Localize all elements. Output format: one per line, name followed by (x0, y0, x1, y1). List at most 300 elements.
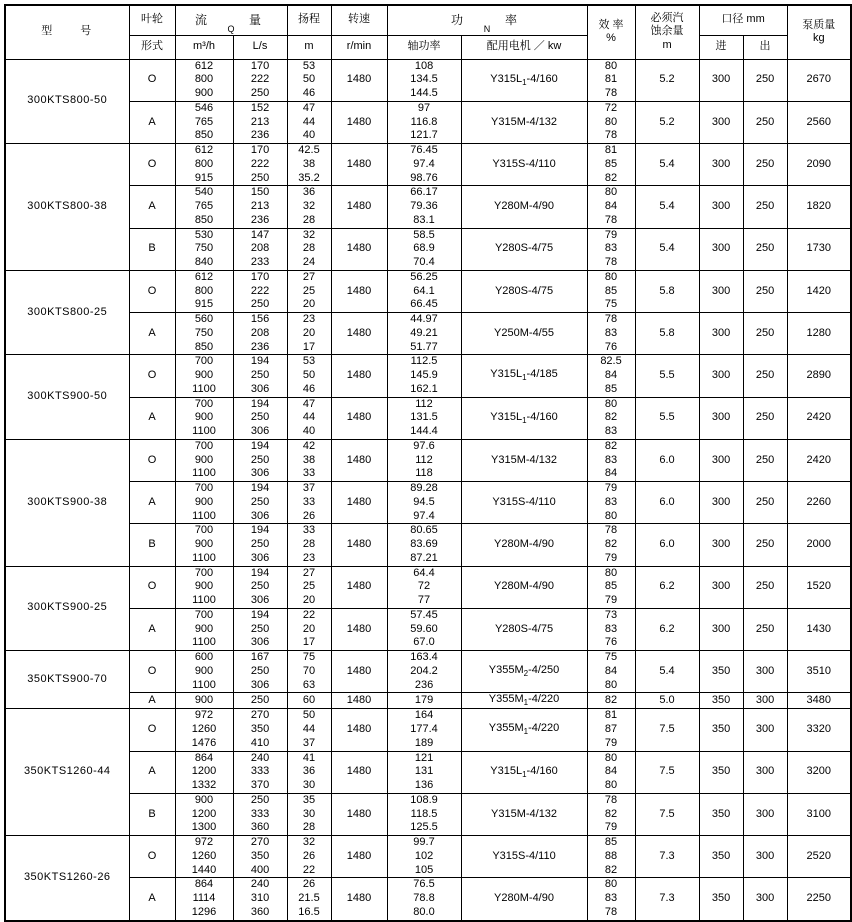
cell-mass: 2560 (787, 101, 851, 143)
table-row (5, 693, 851, 709)
header-efficiency-label: 效 率 (598, 18, 624, 31)
cell-motor: Y280S-4/75 (461, 270, 587, 312)
cell-bore-out: 250 (743, 566, 787, 608)
cell-efficiency: 80 85 75 (587, 270, 635, 312)
cell-flow-ls: 270 350 400 (233, 836, 287, 878)
header-flow (175, 5, 287, 35)
cell-mass: 3480 (787, 693, 851, 709)
cell-impeller-form: A (129, 482, 175, 524)
cell-npsh: 5.0 (635, 693, 699, 709)
cell-impeller-form: A (129, 397, 175, 439)
header-mass-label: 泵质量 (802, 18, 836, 31)
table-row (5, 709, 851, 751)
header-flow-title: 流 量 (195, 12, 268, 27)
header-mass (787, 5, 851, 59)
cell-efficiency: 80 81 78 (587, 59, 635, 101)
cell-efficiency: 80 85 79 (587, 566, 635, 608)
cell-mass: 1280 (787, 313, 851, 355)
cell-efficiency: 73 83 76 (587, 608, 635, 650)
cell-npsh: 5.5 (635, 355, 699, 397)
cell-flow-ls: 194 250 306 (233, 566, 287, 608)
cell-bore-in: 350 (699, 709, 743, 751)
header-bore-in: 进 (699, 35, 743, 59)
cell-flow-ls: 194 250 306 (233, 482, 287, 524)
cell-npsh: 7.3 (635, 878, 699, 921)
cell-bore-out: 300 (743, 793, 787, 835)
header-head-top: 扬程 (287, 5, 331, 35)
cell-shaft-power: 108 134.5 144.5 (387, 59, 461, 101)
cell-flow-ls: 270 350 410 (233, 709, 287, 751)
cell-shaft-power: 99.7 102 105 (387, 836, 461, 878)
header-mass-unit: kg (812, 32, 825, 45)
cell-speed: 1480 (331, 439, 387, 481)
cell-efficiency: 85 88 82 (587, 836, 635, 878)
cell-npsh: 5.2 (635, 59, 699, 101)
cell-bore-out: 300 (743, 878, 787, 921)
cell-impeller-form: O (129, 566, 175, 608)
cell-impeller-form: B (129, 524, 175, 566)
cell-npsh: 6.0 (635, 439, 699, 481)
cell-bore-in: 350 (699, 751, 743, 793)
cell-mass: 3510 (787, 651, 851, 693)
cell-shaft-power: 164 177.4 189 (387, 709, 461, 751)
table-header (5, 5, 851, 59)
header-bore-out: 出 (743, 35, 787, 59)
cell-speed: 1480 (331, 608, 387, 650)
cell-impeller-form: A (129, 693, 175, 709)
cell-bore-out: 300 (743, 836, 787, 878)
cell-bore-out: 250 (743, 524, 787, 566)
cell-shaft-power: 112.5 145.9 162.1 (387, 355, 461, 397)
cell-impeller-form: O (129, 59, 175, 101)
cell-speed: 1480 (331, 270, 387, 312)
cell-efficiency: 72 80 78 (587, 101, 635, 143)
cell-mass: 2420 (787, 439, 851, 481)
cell-speed: 1480 (331, 836, 387, 878)
cell-efficiency: 78 83 76 (587, 313, 635, 355)
cell-bore-in: 300 (699, 608, 743, 650)
table-row (5, 270, 851, 312)
cell-bore-out: 300 (743, 709, 787, 751)
cell-motor: $Y355M_2-4/250$ (461, 651, 587, 693)
cell-npsh: 7.3 (635, 836, 699, 878)
cell-shaft-power: 76.5 78.8 80.0 (387, 878, 461, 921)
cell-flow-ls: 250 333 360 (233, 793, 287, 835)
cell-bore-in: 350 (699, 878, 743, 921)
cell-head: 27 25 20 (287, 270, 331, 312)
cell-impeller-form: O (129, 709, 175, 751)
cell-bore-in: 300 (699, 397, 743, 439)
cell-flow-ls: 170 222 250 (233, 144, 287, 186)
cell-shaft-power: 80.65 83.69 87.21 (387, 524, 461, 566)
cell-shaft-power: 112 131.5 144.4 (387, 397, 461, 439)
header-model: 型 号 (5, 5, 129, 59)
cell-flow-m3h: 612 800 915 (175, 270, 233, 312)
cell-bore-in: 300 (699, 313, 743, 355)
cell-npsh: 7.5 (635, 751, 699, 793)
cell-speed: 1480 (331, 693, 387, 709)
cell-mass: 3320 (787, 709, 851, 751)
cell-flow-ls: 167 250 306 (233, 651, 287, 693)
cell-mass: 3200 (787, 751, 851, 793)
cell-motor: Y280M-4/90 (461, 524, 587, 566)
cell-bore-in: 300 (699, 482, 743, 524)
cell-efficiency: 78 82 79 (587, 793, 635, 835)
cell-shaft-power: 58.5 68.9 70.4 (387, 228, 461, 270)
cell-head: 47 44 40 (287, 101, 331, 143)
cell-model: 300KTS900-38 (5, 439, 129, 566)
cell-bore-out: 250 (743, 313, 787, 355)
cell-npsh: 7.5 (635, 793, 699, 835)
cell-flow-m3h: 530 750 840 (175, 228, 233, 270)
cell-impeller-form: O (129, 651, 175, 693)
cell-flow-m3h: 900 1200 1300 (175, 793, 233, 835)
cell-speed: 1480 (331, 144, 387, 186)
cell-speed: 1480 (331, 566, 387, 608)
table-row (5, 793, 851, 835)
cell-flow-ls: 170 222 250 (233, 270, 287, 312)
cell-motor: Y280M-4/90 (461, 878, 587, 921)
cell-bore-in: 300 (699, 228, 743, 270)
cell-flow-m3h: 540 765 850 (175, 186, 233, 228)
cell-shaft-power: 76.45 97.4 98.76 (387, 144, 461, 186)
cell-flow-ls: 194 250 306 (233, 524, 287, 566)
cell-head: 27 25 20 (287, 566, 331, 608)
cell-shaft-power: 89.28 94.5 97.4 (387, 482, 461, 524)
cell-mass: 1820 (787, 186, 851, 228)
cell-motor: Y250M-4/55 (461, 313, 587, 355)
cell-speed: 1480 (331, 482, 387, 524)
cell-flow-m3h: 972 1260 1476 (175, 709, 233, 751)
cell-bore-in: 300 (699, 439, 743, 481)
cell-mass: 3100 (787, 793, 851, 835)
cell-bore-in: 300 (699, 186, 743, 228)
cell-efficiency: 82 83 84 (587, 439, 635, 481)
cell-shaft-power: 97.6 112 118 (387, 439, 461, 481)
cell-motor: $Y355M_1-4/220$ (461, 693, 587, 709)
cell-mass: 1420 (787, 270, 851, 312)
cell-flow-ls: 147 208 233 (233, 228, 287, 270)
cell-flow-m3h: 700 900 1100 (175, 439, 233, 481)
cell-impeller-form: O (129, 270, 175, 312)
cell-motor: $Y315L_1-4/185$ (461, 355, 587, 397)
cell-impeller-form: A (129, 186, 175, 228)
cell-speed: 1480 (331, 186, 387, 228)
cell-efficiency: 80 84 78 (587, 186, 635, 228)
table-row (5, 186, 851, 228)
cell-speed: 1480 (331, 397, 387, 439)
cell-bore-in: 300 (699, 270, 743, 312)
cell-mass: 1730 (787, 228, 851, 270)
pump-specification-table (4, 4, 852, 922)
cell-motor: $Y315L_1-4/160$ (461, 397, 587, 439)
header-shaft-power: 轴功率 (387, 35, 461, 59)
cell-impeller-form: A (129, 878, 175, 921)
cell-speed: 1480 (331, 59, 387, 101)
cell-mass: 2520 (787, 836, 851, 878)
cell-bore-in: 300 (699, 355, 743, 397)
cell-head: 26 21.5 16.5 (287, 878, 331, 921)
cell-mass: 2420 (787, 397, 851, 439)
cell-npsh: 5.8 (635, 270, 699, 312)
cell-npsh: 6.0 (635, 482, 699, 524)
header-speed-top: 转速 (331, 5, 387, 35)
cell-motor: Y315M-4/132 (461, 439, 587, 481)
cell-mass: 2000 (787, 524, 851, 566)
cell-npsh: 5.4 (635, 228, 699, 270)
cell-flow-ls: 194 250 306 (233, 355, 287, 397)
cell-model: 300KTS800-38 (5, 144, 129, 271)
cell-head: 41 36 30 (287, 751, 331, 793)
cell-bore-out: 300 (743, 693, 787, 709)
cell-speed: 1480 (331, 793, 387, 835)
cell-motor: Y280M-4/90 (461, 566, 587, 608)
cell-head: 35 30 28 (287, 793, 331, 835)
cell-efficiency: 80 82 83 (587, 397, 635, 439)
header-flow-symbol: Q (227, 24, 235, 35)
table-row (5, 355, 851, 397)
cell-flow-ls: 240 333 370 (233, 751, 287, 793)
cell-bore-out: 250 (743, 59, 787, 101)
cell-model: 350KTS1260-26 (5, 836, 129, 921)
cell-shaft-power: 57.45 59.60 67.0 (387, 608, 461, 650)
cell-bore-in: 300 (699, 524, 743, 566)
cell-impeller-form: A (129, 751, 175, 793)
table-row (5, 878, 851, 921)
cell-motor: Y280M-4/90 (461, 186, 587, 228)
cell-flow-ls: 194 250 306 (233, 608, 287, 650)
cell-flow-m3h: 972 1260 1440 (175, 836, 233, 878)
cell-npsh: 6.2 (635, 566, 699, 608)
cell-speed: 1480 (331, 524, 387, 566)
cell-flow-m3h: 700 900 1100 (175, 524, 233, 566)
cell-shaft-power: 56.25 64.1 66.45 (387, 270, 461, 312)
cell-impeller-form: A (129, 313, 175, 355)
cell-motor: Y280S-4/75 (461, 608, 587, 650)
cell-bore-out: 250 (743, 186, 787, 228)
cell-flow-m3h: 560 750 850 (175, 313, 233, 355)
cell-flow-m3h: 700 900 1100 (175, 566, 233, 608)
cell-flow-m3h: 612 800 900 (175, 59, 233, 101)
cell-mass: 2090 (787, 144, 851, 186)
cell-npsh: 5.4 (635, 651, 699, 693)
table-row (5, 59, 851, 101)
cell-shaft-power: 66.17 79.36 83.1 (387, 186, 461, 228)
header-bore: 口径 mm (699, 5, 787, 35)
cell-npsh: 5.4 (635, 144, 699, 186)
cell-efficiency: 80 83 78 (587, 878, 635, 921)
cell-speed: 1480 (331, 228, 387, 270)
cell-bore-out: 250 (743, 101, 787, 143)
cell-bore-in: 300 (699, 144, 743, 186)
table-row (5, 836, 851, 878)
cell-flow-ls: 240 310 360 (233, 878, 287, 921)
cell-bore-out: 300 (743, 751, 787, 793)
header-efficiency-unit: % (606, 32, 616, 45)
cell-npsh: 5.2 (635, 101, 699, 143)
cell-bore-in: 350 (699, 793, 743, 835)
table-row (5, 651, 851, 693)
table-row (5, 524, 851, 566)
table-row (5, 144, 851, 186)
cell-flow-m3h: 700 900 1100 (175, 608, 233, 650)
cell-shaft-power: 64.4 72 77 (387, 566, 461, 608)
cell-shaft-power: 97 116.8 121.7 (387, 101, 461, 143)
table-row (5, 566, 851, 608)
cell-flow-m3h: 612 800 915 (175, 144, 233, 186)
cell-efficiency: 79 83 78 (587, 228, 635, 270)
cell-flow-m3h: 700 900 1100 (175, 355, 233, 397)
table-row (5, 482, 851, 524)
cell-speed: 1480 (331, 709, 387, 751)
cell-bore-out: 250 (743, 270, 787, 312)
cell-shaft-power: 163.4 204.2 236 (387, 651, 461, 693)
cell-bore-out: 250 (743, 439, 787, 481)
cell-mass: 2250 (787, 878, 851, 921)
cell-motor: $Y315L_1-4/160$ (461, 751, 587, 793)
cell-mass: 1430 (787, 608, 851, 650)
cell-head: 75 70 63 (287, 651, 331, 693)
cell-shaft-power: 121 131 136 (387, 751, 461, 793)
table-row (5, 313, 851, 355)
cell-bore-in: 350 (699, 651, 743, 693)
cell-motor: Y315S-4/110 (461, 144, 587, 186)
header-motor: 配用电机 ／ kw (461, 35, 587, 59)
header-row-top (5, 5, 851, 35)
cell-speed: 1480 (331, 355, 387, 397)
cell-speed: 1480 (331, 651, 387, 693)
table-body (5, 59, 851, 921)
cell-npsh: 6.2 (635, 608, 699, 650)
cell-speed: 1480 (331, 313, 387, 355)
table-row (5, 751, 851, 793)
table-row (5, 397, 851, 439)
cell-npsh: 5.8 (635, 313, 699, 355)
cell-impeller-form: B (129, 793, 175, 835)
cell-speed: 1480 (331, 878, 387, 921)
cell-flow-m3h: 864 1114 1296 (175, 878, 233, 921)
header-npsh-line1: 必须汽 (650, 11, 684, 24)
header-head-unit: m (287, 35, 331, 59)
cell-npsh: 5.5 (635, 397, 699, 439)
cell-bore-out: 250 (743, 144, 787, 186)
header-speed-unit: r/min (331, 35, 387, 59)
header-row-bottom (5, 35, 851, 59)
cell-flow-m3h: 600 900 1100 (175, 651, 233, 693)
header-power (387, 5, 587, 35)
cell-bore-out: 250 (743, 482, 787, 524)
cell-head: 32 28 24 (287, 228, 331, 270)
cell-flow-m3h: 700 900 1100 (175, 482, 233, 524)
cell-head: 37 33 26 (287, 482, 331, 524)
cell-mass: 2890 (787, 355, 851, 397)
cell-head: 53 50 46 (287, 355, 331, 397)
cell-speed: 1480 (331, 751, 387, 793)
cell-impeller-form: O (129, 439, 175, 481)
cell-impeller-form: B (129, 228, 175, 270)
table-row (5, 439, 851, 481)
table-row (5, 228, 851, 270)
cell-shaft-power: 44.97 49.21 51.77 (387, 313, 461, 355)
cell-head: 50 44 37 (287, 709, 331, 751)
cell-motor: Y315S-4/110 (461, 482, 587, 524)
cell-shaft-power: 108.9 118.5 125.5 (387, 793, 461, 835)
cell-head: 42.5 38 35.2 (287, 144, 331, 186)
cell-bore-in: 300 (699, 101, 743, 143)
cell-head: 60 (287, 693, 331, 709)
cell-impeller-form: A (129, 101, 175, 143)
header-power-symbol: N (483, 24, 491, 35)
cell-flow-m3h: 900 (175, 693, 233, 709)
header-npsh-unit: m (662, 39, 672, 52)
table-row (5, 608, 851, 650)
cell-model: 300KTS800-50 (5, 59, 129, 144)
cell-shaft-power: 179 (387, 693, 461, 709)
cell-speed: 1480 (331, 101, 387, 143)
cell-model: 350KTS900-70 (5, 651, 129, 709)
cell-head: 53 50 46 (287, 59, 331, 101)
cell-motor: Y315M-4/132 (461, 793, 587, 835)
cell-impeller-form: A (129, 608, 175, 650)
cell-npsh: 6.0 (635, 524, 699, 566)
table-row (5, 101, 851, 143)
cell-bore-in: 350 (699, 693, 743, 709)
header-power-title: 功 率 (451, 12, 524, 27)
cell-flow-ls: 152 213 236 (233, 101, 287, 143)
header-npsh (635, 5, 699, 59)
cell-flow-m3h: 700 900 1100 (175, 397, 233, 439)
cell-mass: 2670 (787, 59, 851, 101)
cell-head: 47 44 40 (287, 397, 331, 439)
cell-head: 36 32 28 (287, 186, 331, 228)
header-impeller-top: 叶轮 (129, 5, 175, 35)
cell-impeller-form: O (129, 144, 175, 186)
cell-mass: 2260 (787, 482, 851, 524)
cell-flow-m3h: 864 1200 1332 (175, 751, 233, 793)
header-efficiency (587, 5, 635, 59)
header-npsh-line2: 蚀余量 (650, 25, 684, 38)
cell-model: 300KTS900-25 (5, 566, 129, 651)
cell-bore-out: 250 (743, 355, 787, 397)
cell-bore-out: 300 (743, 651, 787, 693)
cell-bore-in: 300 (699, 59, 743, 101)
cell-motor: Y315S-4/110 (461, 836, 587, 878)
cell-mass: 1520 (787, 566, 851, 608)
cell-efficiency: 82 (587, 693, 635, 709)
cell-npsh: 5.4 (635, 186, 699, 228)
cell-efficiency: 81 85 82 (587, 144, 635, 186)
header-flow-unit-ls: L/s (233, 35, 287, 59)
header-flow-unit-m3h: m³/h (175, 35, 233, 59)
cell-motor: Y280S-4/75 (461, 228, 587, 270)
cell-model: 300KTS800-25 (5, 270, 129, 355)
cell-motor: $Y355M_1-4/220$ (461, 709, 587, 751)
cell-head: 23 20 17 (287, 313, 331, 355)
cell-bore-in: 350 (699, 836, 743, 878)
cell-efficiency: 75 84 80 (587, 651, 635, 693)
cell-efficiency: 82.5 84 85 (587, 355, 635, 397)
cell-motor: $Y315L_1-4/160$ (461, 59, 587, 101)
cell-flow-ls: 250 (233, 693, 287, 709)
cell-bore-in: 300 (699, 566, 743, 608)
cell-bore-out: 250 (743, 608, 787, 650)
cell-efficiency: 79 83 80 (587, 482, 635, 524)
cell-flow-ls: 150 213 236 (233, 186, 287, 228)
cell-npsh: 7.5 (635, 709, 699, 751)
cell-efficiency: 78 82 79 (587, 524, 635, 566)
cell-head: 22 20 17 (287, 608, 331, 650)
header-impeller-form: 形式 (129, 35, 175, 59)
